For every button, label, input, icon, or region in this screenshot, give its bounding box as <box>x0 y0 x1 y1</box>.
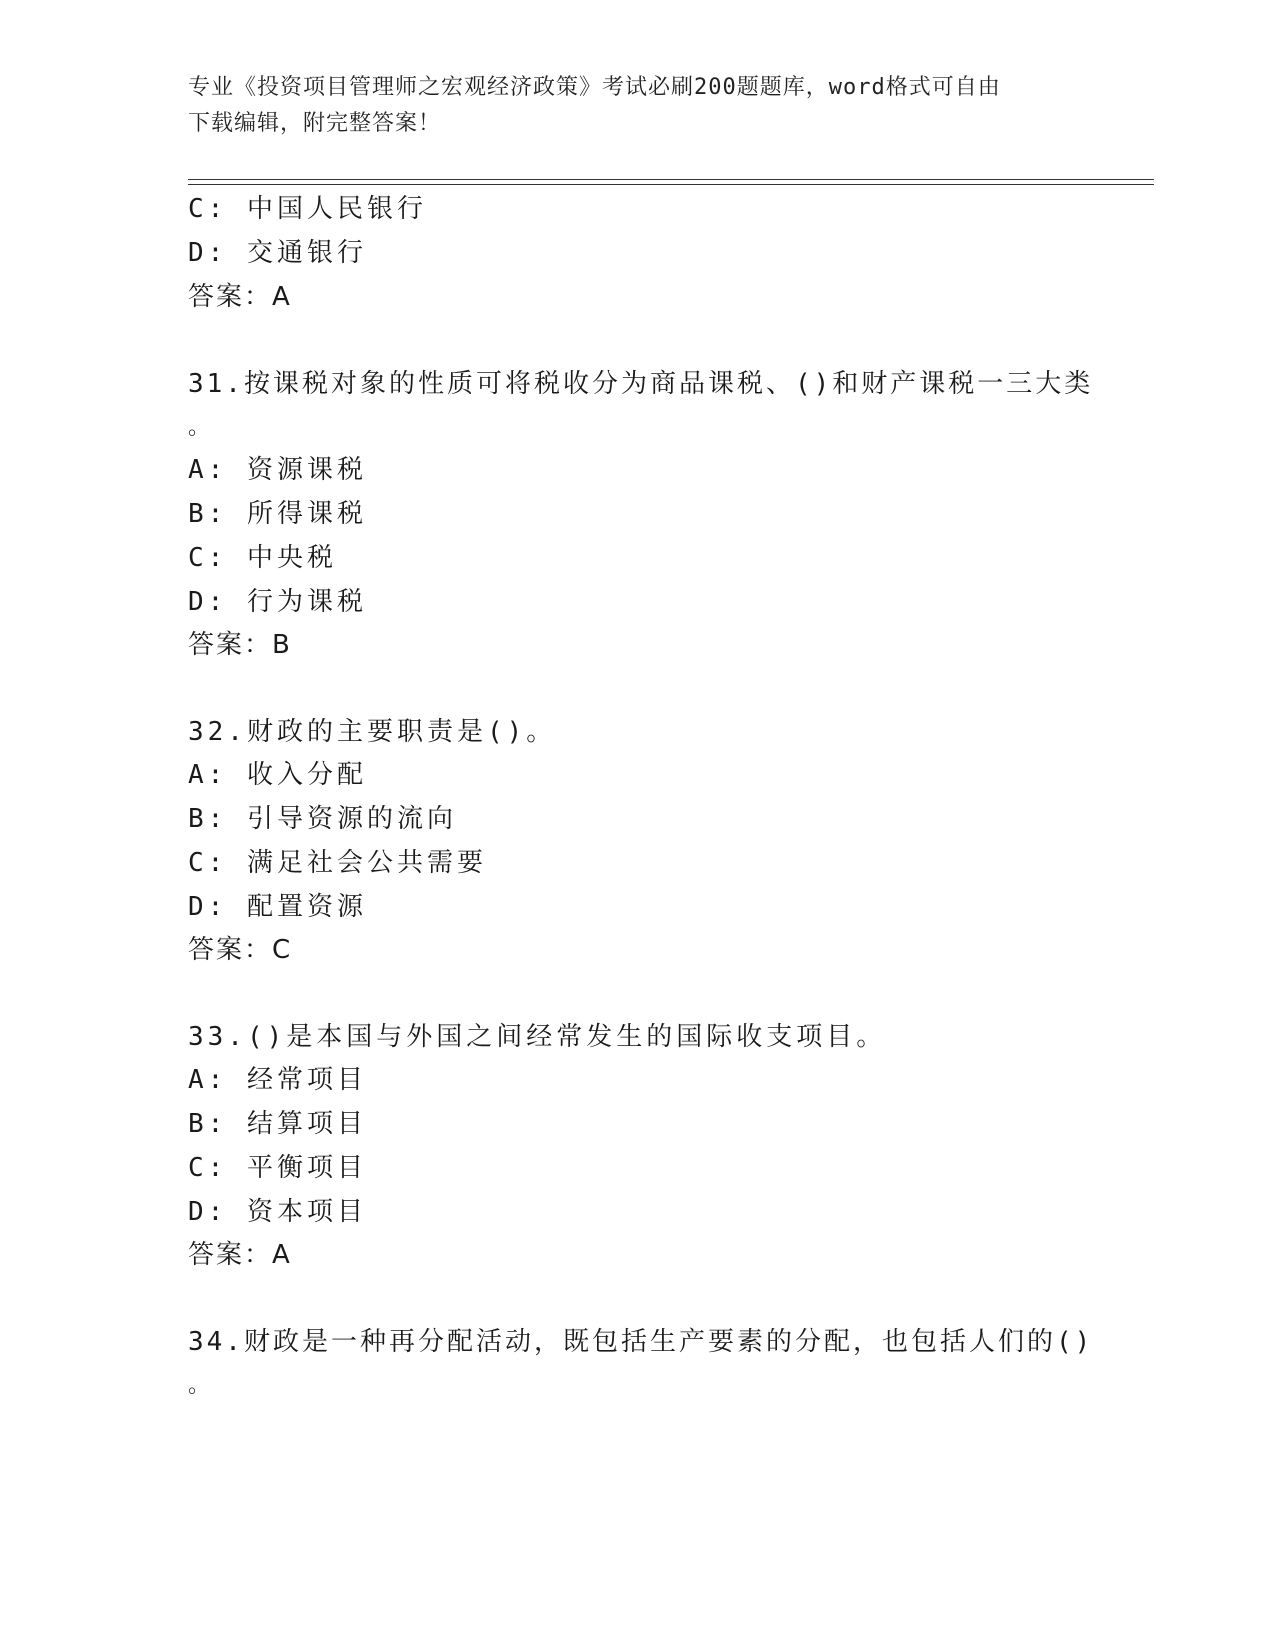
q33-option-d: D: 资本项目 <box>188 1197 367 1227</box>
q33-answer: 答案：A <box>188 1240 292 1270</box>
q33-option-c: C: 平衡项目 <box>188 1153 367 1183</box>
q30-option-c: C: 中国人民银行 <box>188 194 427 224</box>
q32-stem: 32.财政的主要职责是()。 <box>188 717 557 747</box>
q31-stem: 31.按课税对象的性质可将税收分为商品课税、()和财产课税一三大类 <box>188 369 1094 399</box>
q34-stem: 34.财政是一种再分配活动，既包括生产要素的分配，也包括人们的() <box>188 1327 1094 1357</box>
q31-option-b: B: 所得课税 <box>188 499 367 529</box>
q32-option-c: C: 满足社会公共需要 <box>188 848 487 878</box>
q34-stem-end: 。 <box>188 1373 215 1398</box>
q32-answer: 答案：C <box>188 935 293 965</box>
header-line-1: 专业《投资项目管理师之宏观经济政策》考试必刷200题题库，word格式可自由 <box>188 75 1001 100</box>
q33-option-b: B: 结算项目 <box>188 1109 367 1139</box>
header-divider-bottom <box>188 184 1154 185</box>
q31-option-c: C: 中央税 <box>188 543 337 573</box>
q33-option-a: A: 经常项目 <box>188 1065 367 1095</box>
q31-stem-end: 。 <box>188 415 215 440</box>
q31-option-a: A: 资源课税 <box>188 455 367 485</box>
q32-option-d: D: 配置资源 <box>188 892 367 922</box>
header-divider-top <box>188 179 1154 180</box>
q31-answer: 答案：B <box>188 630 292 660</box>
q31-option-d: D: 行为课税 <box>188 587 367 617</box>
q32-option-b: B: 引导资源的流向 <box>188 804 457 834</box>
document-header <box>188 70 1068 142</box>
q30-option-d: D: 交通银行 <box>188 238 367 268</box>
q32-option-a: A: 收入分配 <box>188 760 367 790</box>
q30-answer: 答案：A <box>188 282 292 312</box>
header-line-2: 下载编辑，附完整答案！ <box>188 111 442 136</box>
q33-stem: 33.()是本国与外国之间经常发生的国际收支项目。 <box>188 1022 887 1052</box>
